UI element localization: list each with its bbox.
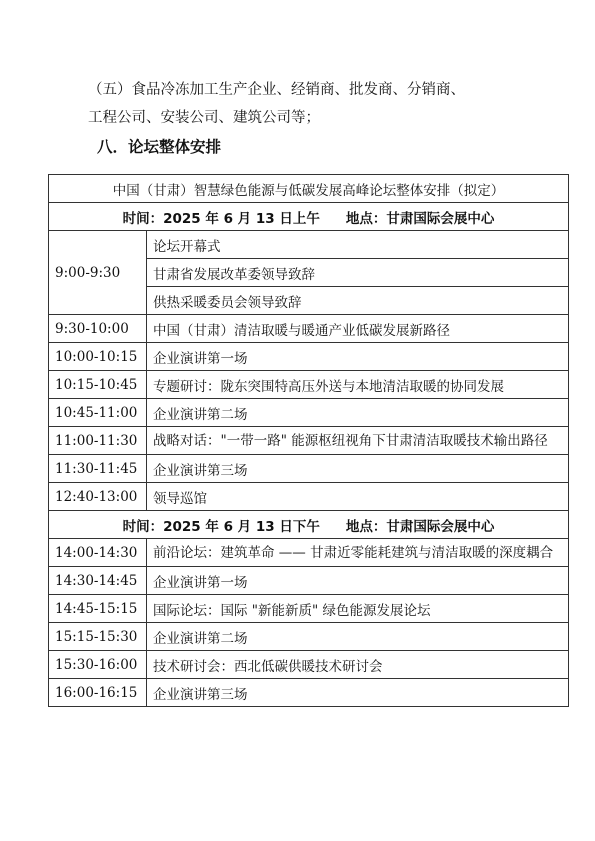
row-activity: 国际论坛：国际 "新能新质" 绿色能源发展论坛 (147, 595, 569, 623)
section-heading: 八．论坛整体安排 (97, 138, 222, 156)
morning-place: 地点：甘肃国际会展中心 (345, 210, 495, 227)
afternoon-band (49, 511, 569, 539)
row-activity: 企业演讲第三场 (147, 679, 569, 707)
row-time: 15:15-15:30 (49, 623, 147, 651)
row-time: 15:30-16:00 (49, 651, 147, 679)
row-time: 11:30-11:45 (49, 455, 147, 483)
table-title: 中国（甘肃）智慧绿色能源与低碳发展高峰论坛整体安排（拟定） (49, 175, 569, 203)
table-row (49, 539, 569, 567)
table-row (49, 231, 569, 259)
table-row (49, 651, 569, 679)
row-activity: 战略对话："一带一路" 能源枢纽视角下甘肃清洁取暖技术输出路径 (147, 427, 569, 455)
table-row (49, 595, 569, 623)
row-time: 10:00-10:15 (49, 343, 147, 371)
table-row (49, 399, 569, 427)
intro-line-2: 工程公司、安装公司、建筑公司等； (88, 110, 320, 126)
row-activity: 技术研讨会：西北低碳供暖技术研讨会 (147, 651, 569, 679)
morning-time: 时间：2025 年 6 月 13 日上午 (122, 210, 320, 227)
table-row (49, 483, 569, 511)
table-row (49, 567, 569, 595)
row-time: 10:15-10:45 (49, 371, 147, 399)
row-activity: 企业演讲第二场 (147, 623, 569, 651)
afternoon-band-row (49, 511, 569, 539)
table-row (49, 679, 569, 707)
row-time: 14:00-14:30 (49, 539, 147, 567)
row-activity: 企业演讲第一场 (147, 343, 569, 371)
table-row (49, 343, 569, 371)
afternoon-time: 时间：2025 年 6 月 13 日下午 (122, 518, 320, 535)
row-time: 12:40-13:00 (49, 483, 147, 511)
row-time: 11:00-11:30 (49, 427, 147, 455)
row-time: 14:30-14:45 (49, 567, 147, 595)
afternoon-place: 地点：甘肃国际会展中心 (345, 518, 495, 535)
row-activity: 企业演讲第三场 (147, 455, 569, 483)
row-activity: 企业演讲第一场 (147, 567, 569, 595)
row-activity: 前沿论坛：建筑革命 —— 甘肃近零能耗建筑与清洁取暖的深度耦合 (147, 539, 569, 567)
row-activity: 中国（甘肃）清洁取暖与暖通产业低碳发展新路径 (147, 315, 569, 343)
row-activity: 企业演讲第二场 (147, 399, 569, 427)
intro-line-1: （五）食品冷冻加工生产企业、经销商、批发商、分销商、 (88, 82, 465, 98)
table-row (49, 427, 569, 455)
row-time: 14:45-15:15 (49, 595, 147, 623)
row-activity: 供热采暖委员会领导致辞 (147, 287, 569, 315)
table-row (49, 623, 569, 651)
row-time: 9:00-9:30 (49, 231, 147, 315)
row-time: 10:45-11:00 (49, 399, 147, 427)
table-row (49, 371, 569, 399)
row-activity: 甘肃省发展改革委领导致辞 (147, 259, 569, 287)
table-title-row (49, 175, 569, 203)
row-time: 16:00-16:15 (49, 679, 147, 707)
row-activity: 论坛开幕式 (147, 231, 569, 259)
schedule-table (48, 174, 569, 707)
morning-band (49, 203, 569, 231)
table-row (49, 455, 569, 483)
row-activity: 领导巡馆 (147, 483, 569, 511)
row-activity: 专题研讨：陇东突围特高压外送与本地清洁取暖的协同发展 (147, 371, 569, 399)
table-row (49, 315, 569, 343)
row-time: 9:30-10:00 (49, 315, 147, 343)
morning-band-row (49, 203, 569, 231)
